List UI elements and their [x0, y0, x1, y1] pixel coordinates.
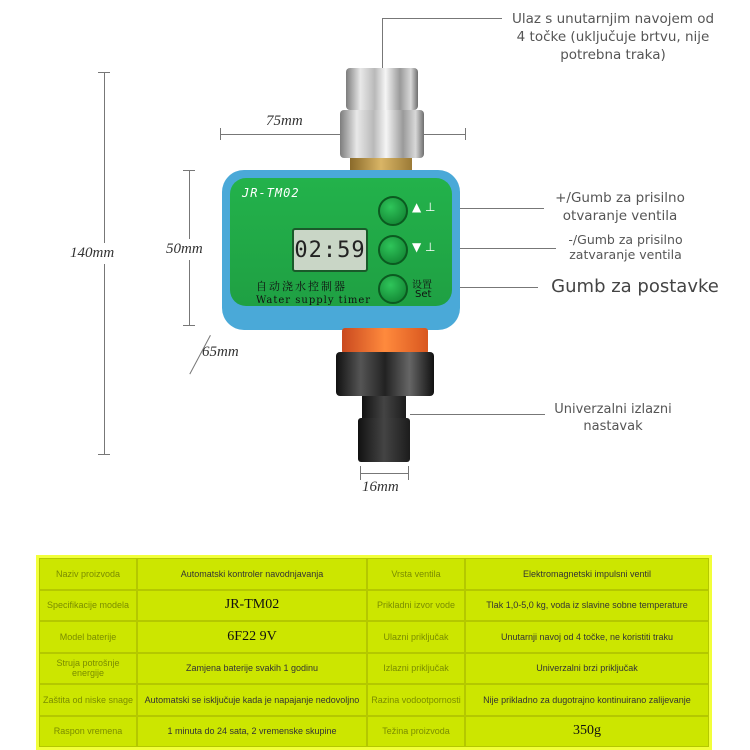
settings-label-cn: 设置	[412, 280, 432, 291]
outlet-dim-label: 16mm	[362, 479, 399, 495]
spec-value-3-a: 6F22 9V	[137, 621, 367, 653]
inlet-leader-h	[382, 18, 502, 19]
spec-value-3-b: Unutarnji navoj od 4 točke, ne koristiti traku	[465, 621, 709, 653]
settings-button-annotation: Gumb za postavke	[551, 276, 719, 297]
spec-label-3-a: Model baterije	[39, 621, 137, 653]
settings-label-en: Set	[415, 289, 432, 300]
outlet-black-nut	[336, 352, 434, 396]
spec-label-1-b: Vrsta ventila	[367, 558, 465, 590]
inlet-annotation: Ulaz s unutarnjim navojem od 4 točke (uključuje brtvu, nije potrebna traka)	[511, 11, 715, 63]
spec-label-4-a: Struja potrošnje energije	[39, 653, 137, 685]
spec-label-6-b: Težina proizvoda	[367, 716, 465, 748]
water-timer-device	[200, 60, 500, 480]
spec-value-1-b: Elektromagnetski impulsni ventil	[465, 558, 709, 590]
outlet-neck	[362, 396, 406, 418]
body-dim-label: 50mm	[166, 239, 203, 260]
lcd-display	[292, 228, 368, 272]
settings-button[interactable]	[378, 274, 408, 304]
spec-label-2-b: Prikladni izvor vode	[367, 590, 465, 622]
spec-value-6-a: 1 minuta do 24 sata, 2 vremenske skupine	[137, 716, 367, 748]
spec-value-6-b: 350g	[465, 716, 709, 748]
outlet-connector	[358, 418, 410, 462]
height-dim-label: 140mm	[70, 243, 114, 264]
minus-close-button[interactable]	[378, 235, 408, 265]
spec-label-1-a: Naziv proizvoda	[39, 558, 137, 590]
spec-label-5-a: Zaštita od niske snage	[39, 684, 137, 716]
spec-label-6-a: Raspon vremena	[39, 716, 137, 748]
plus-button-annotation: +/Gumb za prisilno otvaranje ventila	[555, 190, 685, 224]
orange-coupling	[342, 328, 428, 354]
model-plate: JR-TM02	[242, 186, 300, 200]
inlet-nut-top	[346, 68, 418, 110]
spec-label-5-b: Razina vodootpornosti	[367, 684, 465, 716]
display-time: 02:59	[294, 237, 366, 263]
spec-label-2-a: Specifikacije modela	[39, 590, 137, 622]
spec-value-2-a: JR-TM02	[137, 590, 367, 622]
label-english: Water supply timer	[256, 295, 372, 306]
spec-table	[36, 555, 712, 750]
spec-value-4-a: Zamjena baterije svakih 1 godinu	[137, 653, 367, 685]
plus-open-button[interactable]	[378, 196, 408, 226]
spec-label-4-b: Izlazni priključak	[367, 653, 465, 685]
spec-value-2-b: Tlak 1,0-5,0 kg, voda iz slavine sobne temperature	[465, 590, 709, 622]
depth-dim-label: 65mm	[202, 344, 239, 360]
spec-value-1-a: Automatski kontroler navodnjavanja	[137, 558, 367, 590]
width-dim-label: 75mm	[262, 113, 307, 130]
body-dim-tick-t	[183, 170, 195, 171]
body-dim-tick-b	[183, 325, 195, 326]
up-triangle-icon: ▲ ⊥	[412, 200, 436, 214]
outlet-annotation: Univerzalni izlazni nastavak	[554, 402, 672, 434]
down-triangle-icon: ▼ ⊥	[412, 240, 436, 254]
spec-label-3-b: Ulazni priključak	[367, 621, 465, 653]
spec-value-5-b: Nije prikladno za dugotrajno kontinuirano zalijevanje	[465, 684, 709, 716]
spec-value-4-b: Univerzalni brzi priključak	[465, 653, 709, 685]
label-chinese: 自动浇水控制器	[256, 280, 347, 293]
spec-value-5-a: Automatski se isključuje kada je napajanje nedovoljno	[137, 684, 367, 716]
inlet-nut-bottom	[340, 110, 424, 158]
minus-button-annotation: -/Gumb za prisilno zatvaranje ventila	[568, 232, 683, 262]
height-dim-tick-t	[98, 72, 110, 73]
height-dim-tick-b	[98, 454, 110, 455]
